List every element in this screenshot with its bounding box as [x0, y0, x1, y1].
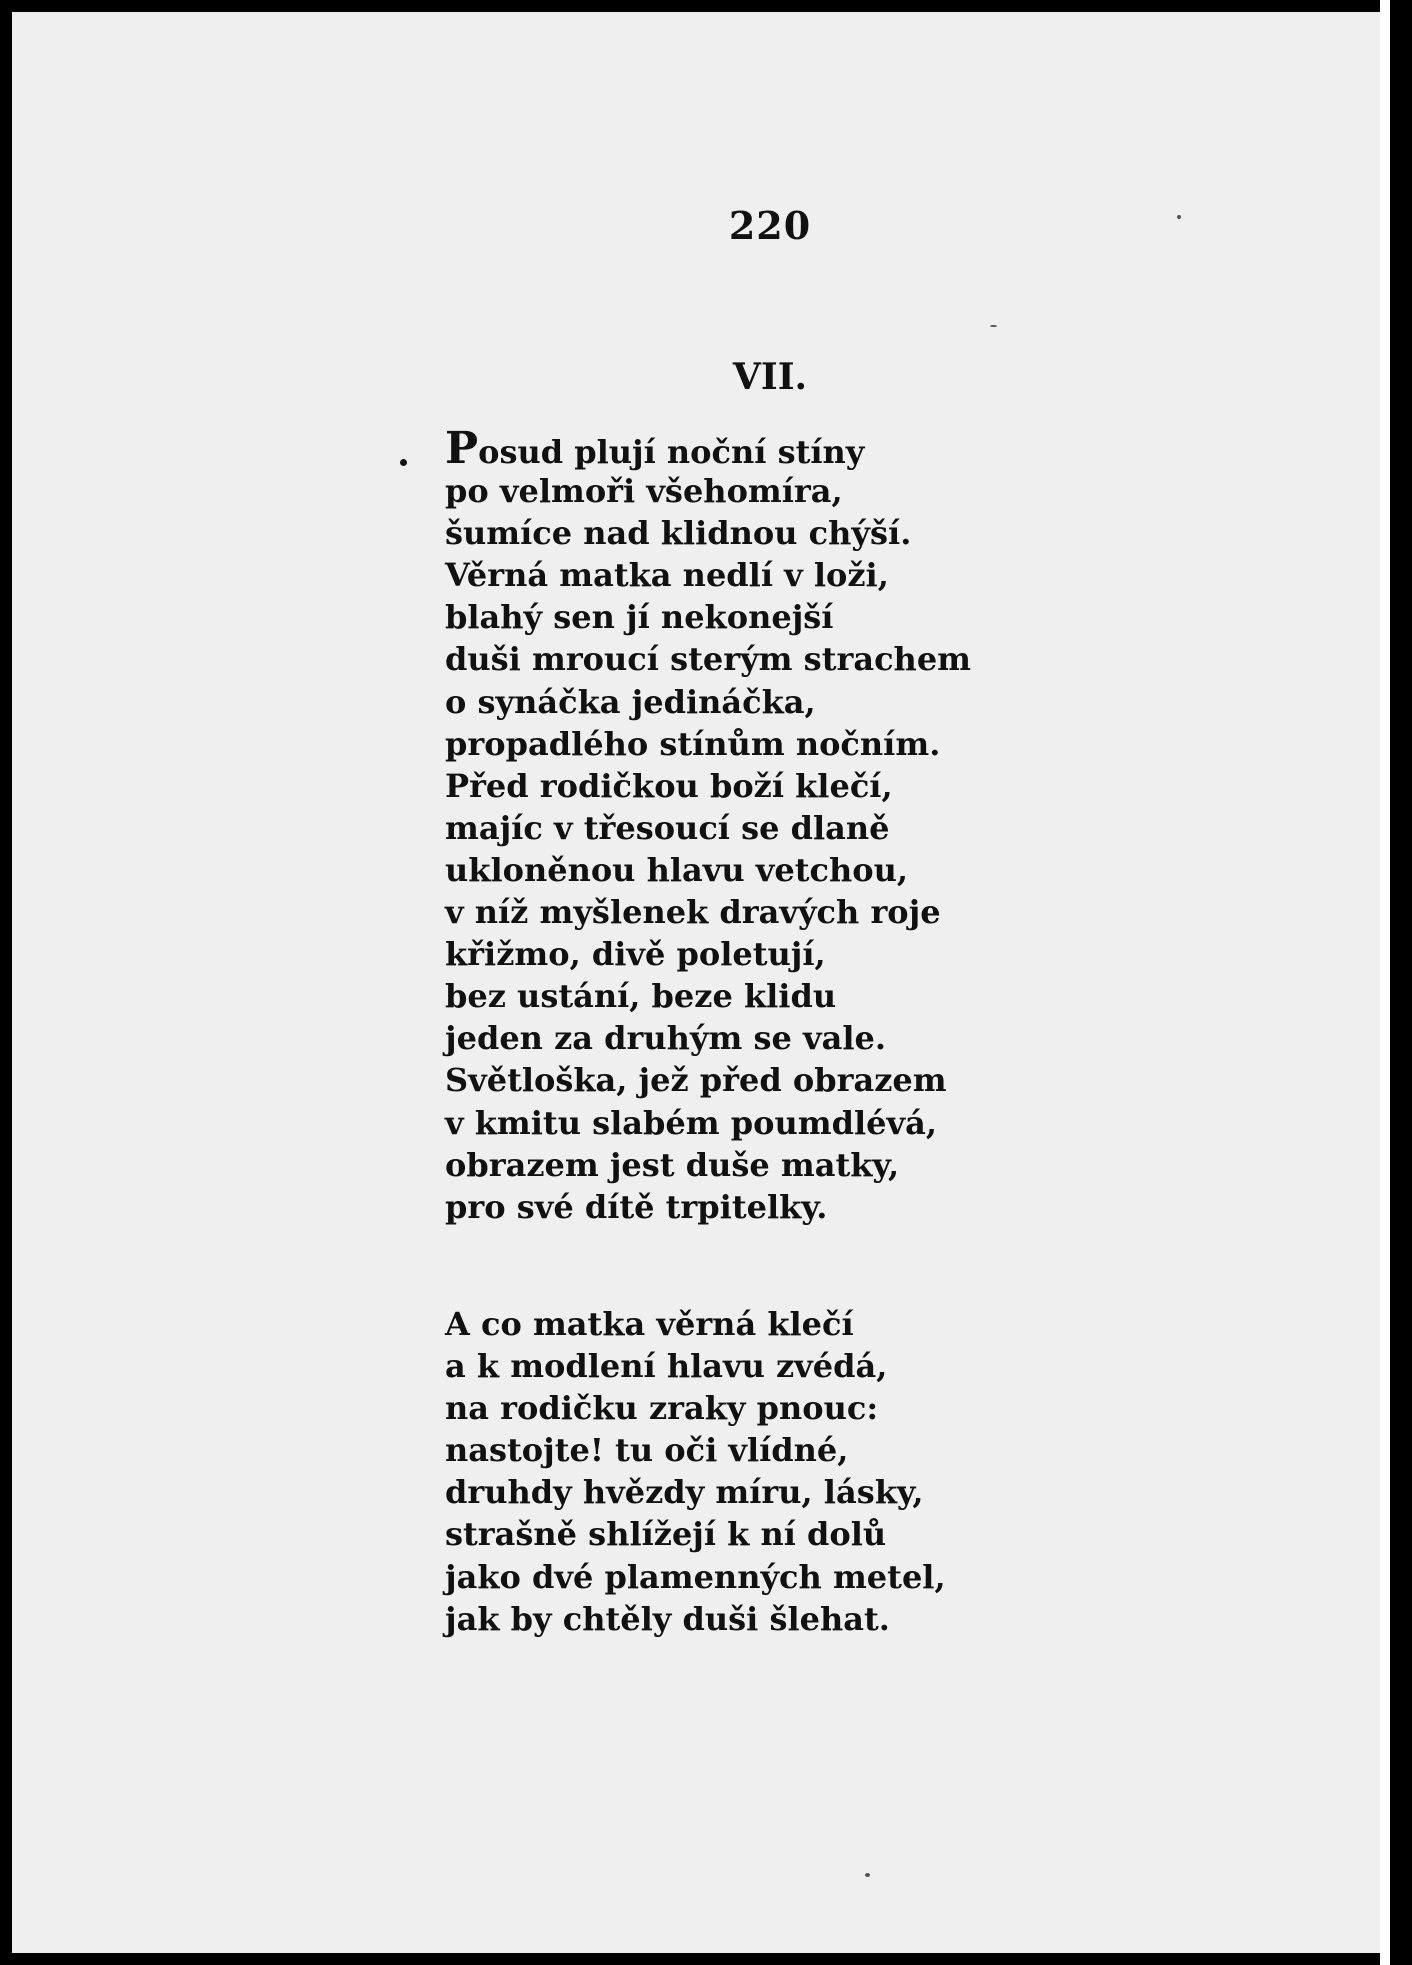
scan-speck [865, 1873, 870, 1877]
page-number: 220 [728, 203, 812, 248]
poem-line: duši mroucí sterým strachem [445, 640, 972, 679]
poem-line: nastojte! tu oči vlídné, [445, 1431, 849, 1470]
poem-line: jako dvé plamenných metel, [445, 1557, 946, 1596]
poem-line: jak by chtěly duši šlehat. [445, 1599, 890, 1638]
poem-line: o synáčka jedináčka, [445, 682, 816, 721]
poem-line: strašně shlížejí k ní dolů [445, 1515, 887, 1554]
scan-speck [990, 325, 997, 327]
stanza [445, 1303, 946, 1640]
poem-line: na rodičku zraky pnouc: [445, 1389, 879, 1428]
poem-line: v níž myšlenek dravých roje [445, 893, 941, 932]
poem-line: A co matka věrná klečí [445, 1305, 854, 1343]
poem-line: blahý sen jí nekonejší [445, 598, 834, 637]
poem-line: Před rodičkou boží klečí, [445, 766, 893, 805]
poem-line: pro své dítě trpitelky. [445, 1187, 828, 1226]
poem-line: Posud plují noční stíny [445, 423, 865, 474]
poem-line: křižmo, divě poletují, [445, 935, 826, 974]
poem-line: druhdy hvězdy míru, lásky, [445, 1473, 924, 1512]
drop-cap: P [445, 423, 479, 474]
margin-mark [400, 459, 407, 466]
poem-line: ukloněnou hlavu vetchou, [445, 850, 908, 889]
poem-line: jeden za druhým se vale. [445, 1019, 886, 1058]
poem-line: šumíce nad klidnou chýší. [445, 514, 912, 553]
poem-line: majíc v třesoucí se dlaně [445, 808, 890, 847]
poem-line: propadlého stínům nočním. [445, 724, 941, 763]
poem-line: obrazem jest duše matky, [445, 1145, 900, 1184]
poem-line: a k modlení hlavu zvédá, [445, 1347, 888, 1386]
poem-line: bez ustání, beze klidu [445, 977, 837, 1016]
stanza [445, 423, 972, 1228]
poem-line: Věrná matka nedlí v loži, [445, 556, 889, 595]
chapter-heading: VII. [732, 356, 808, 398]
scan-edge [1380, 0, 1390, 1965]
poem-line: v kmitu slabém poumdlévá, [445, 1103, 937, 1142]
poem-line: Světloška, jež před obrazem [445, 1061, 947, 1100]
poem-line: po velmoři všehomíra, [445, 472, 843, 511]
